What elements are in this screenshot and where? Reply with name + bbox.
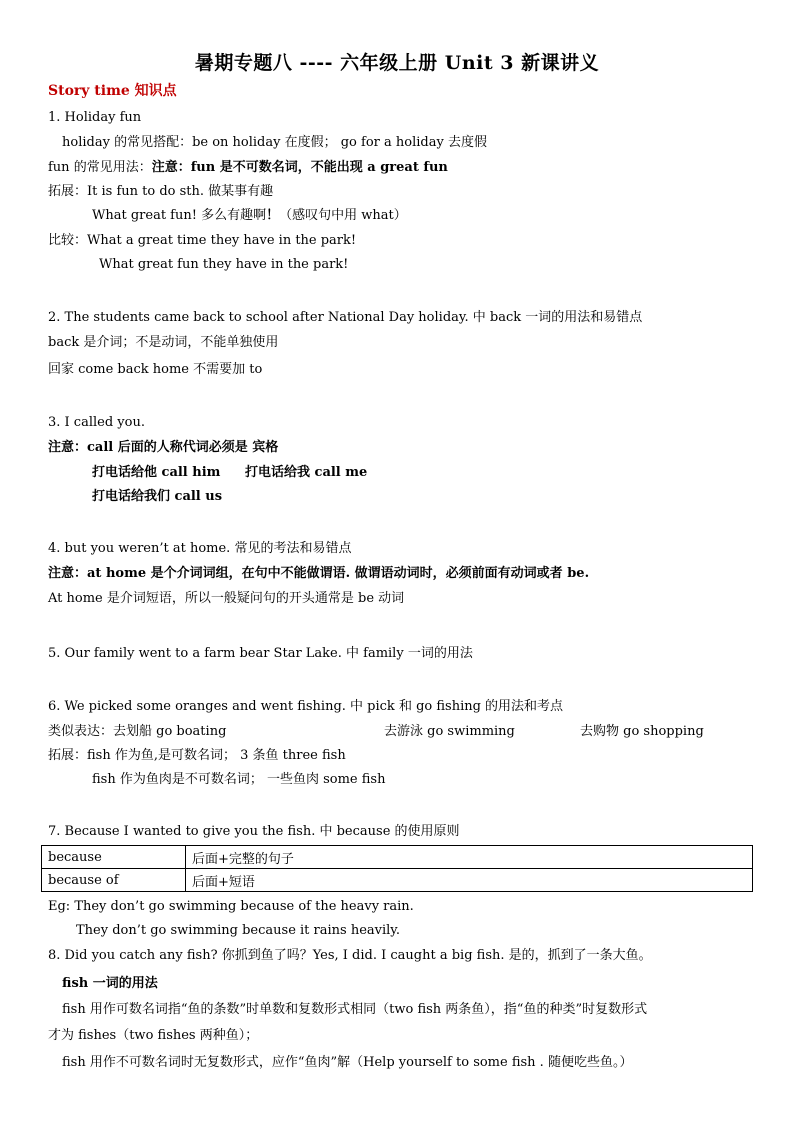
section-heading: Story time 知识点 — [48, 83, 177, 99]
item-8-line: 才为 fishes（two fishes 两种鱼）； — [48, 1028, 259, 1043]
item-3-line: 打电话给我们 call us — [92, 489, 223, 504]
page-title: 暑期专题八 ---- 六年级上册 Unit 3 新课讲义 — [194, 52, 600, 74]
table-row — [42, 869, 753, 892]
item-8-heading: 8. Did you catch any fish? 你抓到鱼了吗？Yes, I did. I caught a big fish. 是的，抓到了一条大鱼。 — [48, 948, 652, 963]
item-7-example: Eg: They don’t go swimming because of the heavy rain. — [48, 899, 414, 914]
item-8-line: fish 用作可数名词指“鱼的条数”时单数和复数形式相同（two fish 两条鱼），指“鱼的种类”时复数形式 — [62, 1002, 648, 1017]
item-3-line: 打电话给我 call me — [245, 465, 368, 480]
item-3-heading: 3. I called you. — [48, 415, 145, 430]
item-1-line: What great fun they have in the park! — [99, 257, 349, 272]
item-7-heading: 7. Because I wanted to give you the fish. 中 because 的使用原则 — [48, 824, 460, 839]
item-8-subheading: fish 一词的用法 — [62, 976, 158, 991]
table-cell: because of — [42, 869, 186, 892]
item-2-heading: 2. The students came back to school after National Day holiday. 中 back 一词的用法和易错点 — [48, 310, 643, 325]
item-8-line: fish 用作不可数名词时无复数形式，应作“鱼肉”解（Help yourself to some fish . 随便吃些鱼。） — [62, 1055, 633, 1070]
item-4-line: At home 是介词短语，所以一般疑问句的开头通常是 be 动词 — [48, 591, 405, 606]
item-6-line: 去游泳 go swimming — [384, 724, 515, 739]
item-1-heading: 1. Holiday fun — [48, 110, 142, 125]
because-table — [41, 845, 753, 892]
item-6-line: 类似表达：去划船 go boating — [48, 724, 227, 739]
item-2-line: back 是介词；不是动词，不能单独使用 — [48, 335, 279, 350]
item-5-heading: 5. Our family went to a farm bear Star Lake. 中 family 一词的用法 — [48, 646, 473, 661]
item-1-line: What great fun! 多么有趣啊！（感叹句中用 what） — [92, 208, 407, 223]
item-4-note: 注意：at home 是个介词词组，在句中不能做谓语. 做谓语动词时，必须前面有动词或者 be. — [48, 566, 590, 581]
item-1-line: holiday 的常见搭配：be on holiday 在度假； go for a holiday 去度假 — [62, 135, 487, 150]
item-7-example: They don’t go swimming because it rains heavily. — [76, 923, 401, 938]
table-cell: 后面+短语 — [186, 869, 753, 892]
item-3-note: 注意：call 后面的人称代词必须是 宾格 — [48, 440, 279, 455]
item-6-heading: 6. We picked some oranges and went fishing. 中 pick 和 go fishing 的用法和考点 — [48, 699, 564, 714]
table-row — [42, 846, 753, 869]
item-1-line: 拓展：It is fun to do sth. 做某事有趣 — [48, 184, 274, 199]
item-1-line: 比较：What a great time they have in the park! — [48, 233, 357, 248]
item-4-heading: 4. but you weren’t at home. 常见的考法和易错点 — [48, 541, 352, 556]
item-6-line: 拓展：fish 作为鱼,是可数名词； 3 条鱼 three fish — [48, 748, 346, 763]
item-3-line: 打电话给他 call him — [92, 465, 221, 480]
item-2-line: 回家 come back home 不需要加 to — [48, 362, 263, 377]
item-6-line: 去购物 go shopping — [580, 724, 704, 739]
table-cell: because — [42, 846, 186, 869]
item-6-line: fish 作为鱼肉是不可数名词； 一些鱼肉 some fish — [92, 772, 386, 787]
table-cell: 后面+完整的句子 — [186, 846, 753, 869]
item-1-line: fun 的常见用法：注意：fun 是不可数名词，不能出现 a great fun — [48, 160, 448, 175]
